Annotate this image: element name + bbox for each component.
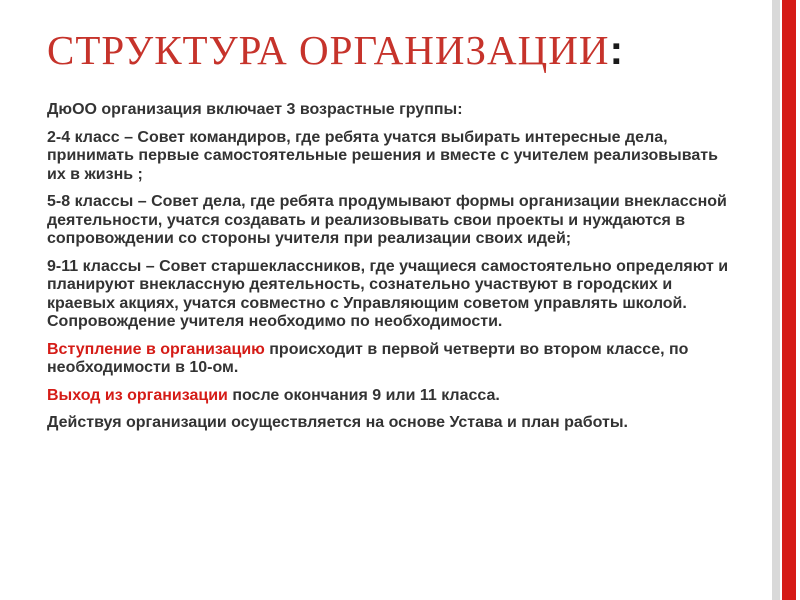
exit-paragraph (47, 387, 737, 406)
decorative-gray-bar (772, 0, 780, 600)
joining-paragraph (47, 341, 737, 378)
intro-paragraph: ДюОО организация включает 3 возрастные группы: (47, 101, 463, 118)
joining-label: Вступление в организацию (47, 340, 265, 358)
slide-title-text: СТРУКТУРА ОРГАНИЗАЦИИ (47, 27, 610, 73)
exit-label: Выход из организации (47, 386, 228, 404)
slide-title (47, 27, 625, 73)
slide-body (47, 101, 737, 442)
exit-text: после окончания 9 или 11 класса. (227, 386, 500, 404)
group-paragraph-grades-2-4: 2-4 класс – Совет командиров, где ребята учатся выбирать интересные дела, принимать первые самостоятельные решения и вместе с учителем реализовывать их в жизнь ; (47, 128, 718, 183)
group-paragraph-grades-9-11: 9-11 классы – Совет старшеклассников, где учащиеся самостоятельно определяют и планируют внеклассную деятельность, сознательно участвуют в городских и краевых акциях, учатся совместно с Управляющим советом управлять школой. Сопровождение учителя необходимо по необходимости. (47, 257, 729, 330)
slide-title-colon: : (609, 27, 625, 73)
basis-paragraph: Действуя организации осуществляется на основе Устава и план работы. (47, 414, 628, 431)
decorative-red-bar (782, 0, 796, 600)
joining-text: происходит в первой четверти во втором классе, по необходимости в 10-ом. (47, 340, 689, 376)
group-paragraph-grades-5-8: 5-8 классы – Совет дела, где ребята продумывают формы организации внеклассной деятельности, учатся создавать и реализовывать свои проекты и нуждаются в сопровождении со стороны учителя при реализации своих идей; (47, 193, 727, 247)
